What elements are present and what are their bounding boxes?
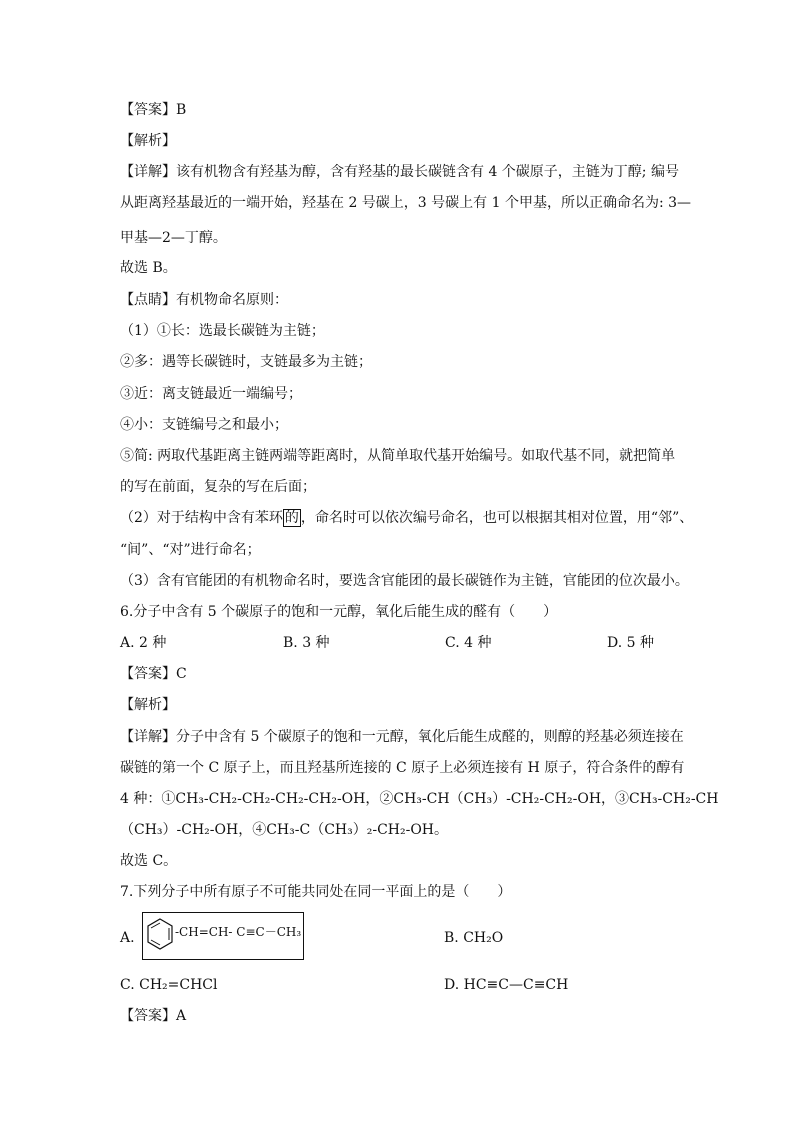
rule-line: “间”、“对”进行命名； [120, 542, 261, 558]
rule-line: （3）含有官能团的有机物命名时，要选含官能团的最长碳链作为主链，官能团的位次最小。 [120, 573, 689, 589]
detail-paragraph-line: 【详解】该有机物含有羟基为醇，含有羟基的最长碳链含有 4 个碳原子，主链为丁醇; 编号 [120, 164, 679, 180]
detail-paragraph-line: 【详解】分子中含有 5 个碳原子的饱和一元醇，氧化后能生成醛的，则醇的羟基必须连接在 [120, 729, 684, 745]
q6-option-b: B. 3 种 [283, 635, 330, 651]
analysis-label-6: 【解析】 [120, 697, 176, 713]
answer-label-5: 【答案】B [120, 102, 187, 118]
conclusion-line: 故选 B。 [120, 260, 177, 276]
rule-line: ⑤简: 两取代基距离主链两端等距离时，从简单取代基开始编号。如取代基不同，就把简单 [120, 448, 676, 464]
rule-line-benzene [120, 508, 693, 528]
rule-line: ②多：遇等长碳链时，支链最多为主链； [120, 354, 372, 370]
conclusion-line: 故选 C。 [120, 853, 178, 869]
rule-text: （2）对于结构中含有苯环 [120, 510, 283, 526]
q7-option-c: C. CH₂=CHCl [120, 977, 218, 993]
q7-option-d: D. HC≡C—C≡CH [444, 977, 569, 993]
rule-line: 的写在前面，复杂的写在后面； [120, 479, 316, 495]
detail-paragraph-line: 4 种：①CH₃-CH₂-CH₂-CH₂-CH₂-OH，②CH₃-CH（CH₃）-CH₂-CH₂-OH，③CH₃-CH₂-CH [120, 791, 719, 807]
detail-paragraph-line: 甲基—2—丁醇。 [120, 230, 227, 246]
q7-option-a-structure [142, 912, 304, 960]
answer-label-6: 【答案】C [120, 666, 187, 682]
q6-option-a: A. 2 种 [120, 635, 167, 651]
detail-paragraph-line: （CH₃）-CH₂-OH，④CH₃-C（CH₃）₂-CH₂-OH。 [120, 822, 449, 838]
rule-line: ④小：支链编号之和最小； [120, 417, 288, 433]
q7-option-b: B. CH₂O [444, 930, 504, 946]
rule-line: （1）①长：选最长碳链为主链； [120, 323, 325, 339]
rule-line: ③近：离支链最近一端编号； [120, 386, 302, 402]
q6-option-c: C. 4 种 [445, 635, 492, 651]
rule-text: ，命名时可以依次编号命名，也可以根据其相对位置，用“邻”、 [300, 510, 694, 526]
answer-label-7: 【答案】A [120, 1008, 187, 1024]
boxed-char: 的 [284, 510, 299, 526]
q7-option-a-formula: -CH=CH- C≡C－CH₃ [175, 925, 302, 939]
question-6: 6.分子中含有 5 个碳原子的饱和一元醇，氧化后能生成的醛有（ ） [120, 604, 558, 620]
key-point-heading: 【点睛】有机物命名原则： [120, 292, 288, 308]
analysis-label-5: 【解析】 [120, 133, 176, 149]
benzene-ring-icon [145, 917, 175, 953]
detail-paragraph-line: 碳链的第一个 C 原子上，而且羟基所连接的 C 原子上必须连接有 H 原子，符合条件的醇有 [120, 760, 685, 776]
detail-paragraph-line: 从距离羟基最近的一端开始，羟基在 2 号碳上，3 号碳上有 1 个甲基，所以正确命名为: 3— [120, 195, 692, 211]
question-7: 7.下列分子中所有原子不可能共同处在同一平面上的是（ ） [120, 884, 512, 900]
q7-option-a-label: A. [120, 930, 135, 946]
q6-option-d: D. 5 种 [607, 635, 654, 651]
